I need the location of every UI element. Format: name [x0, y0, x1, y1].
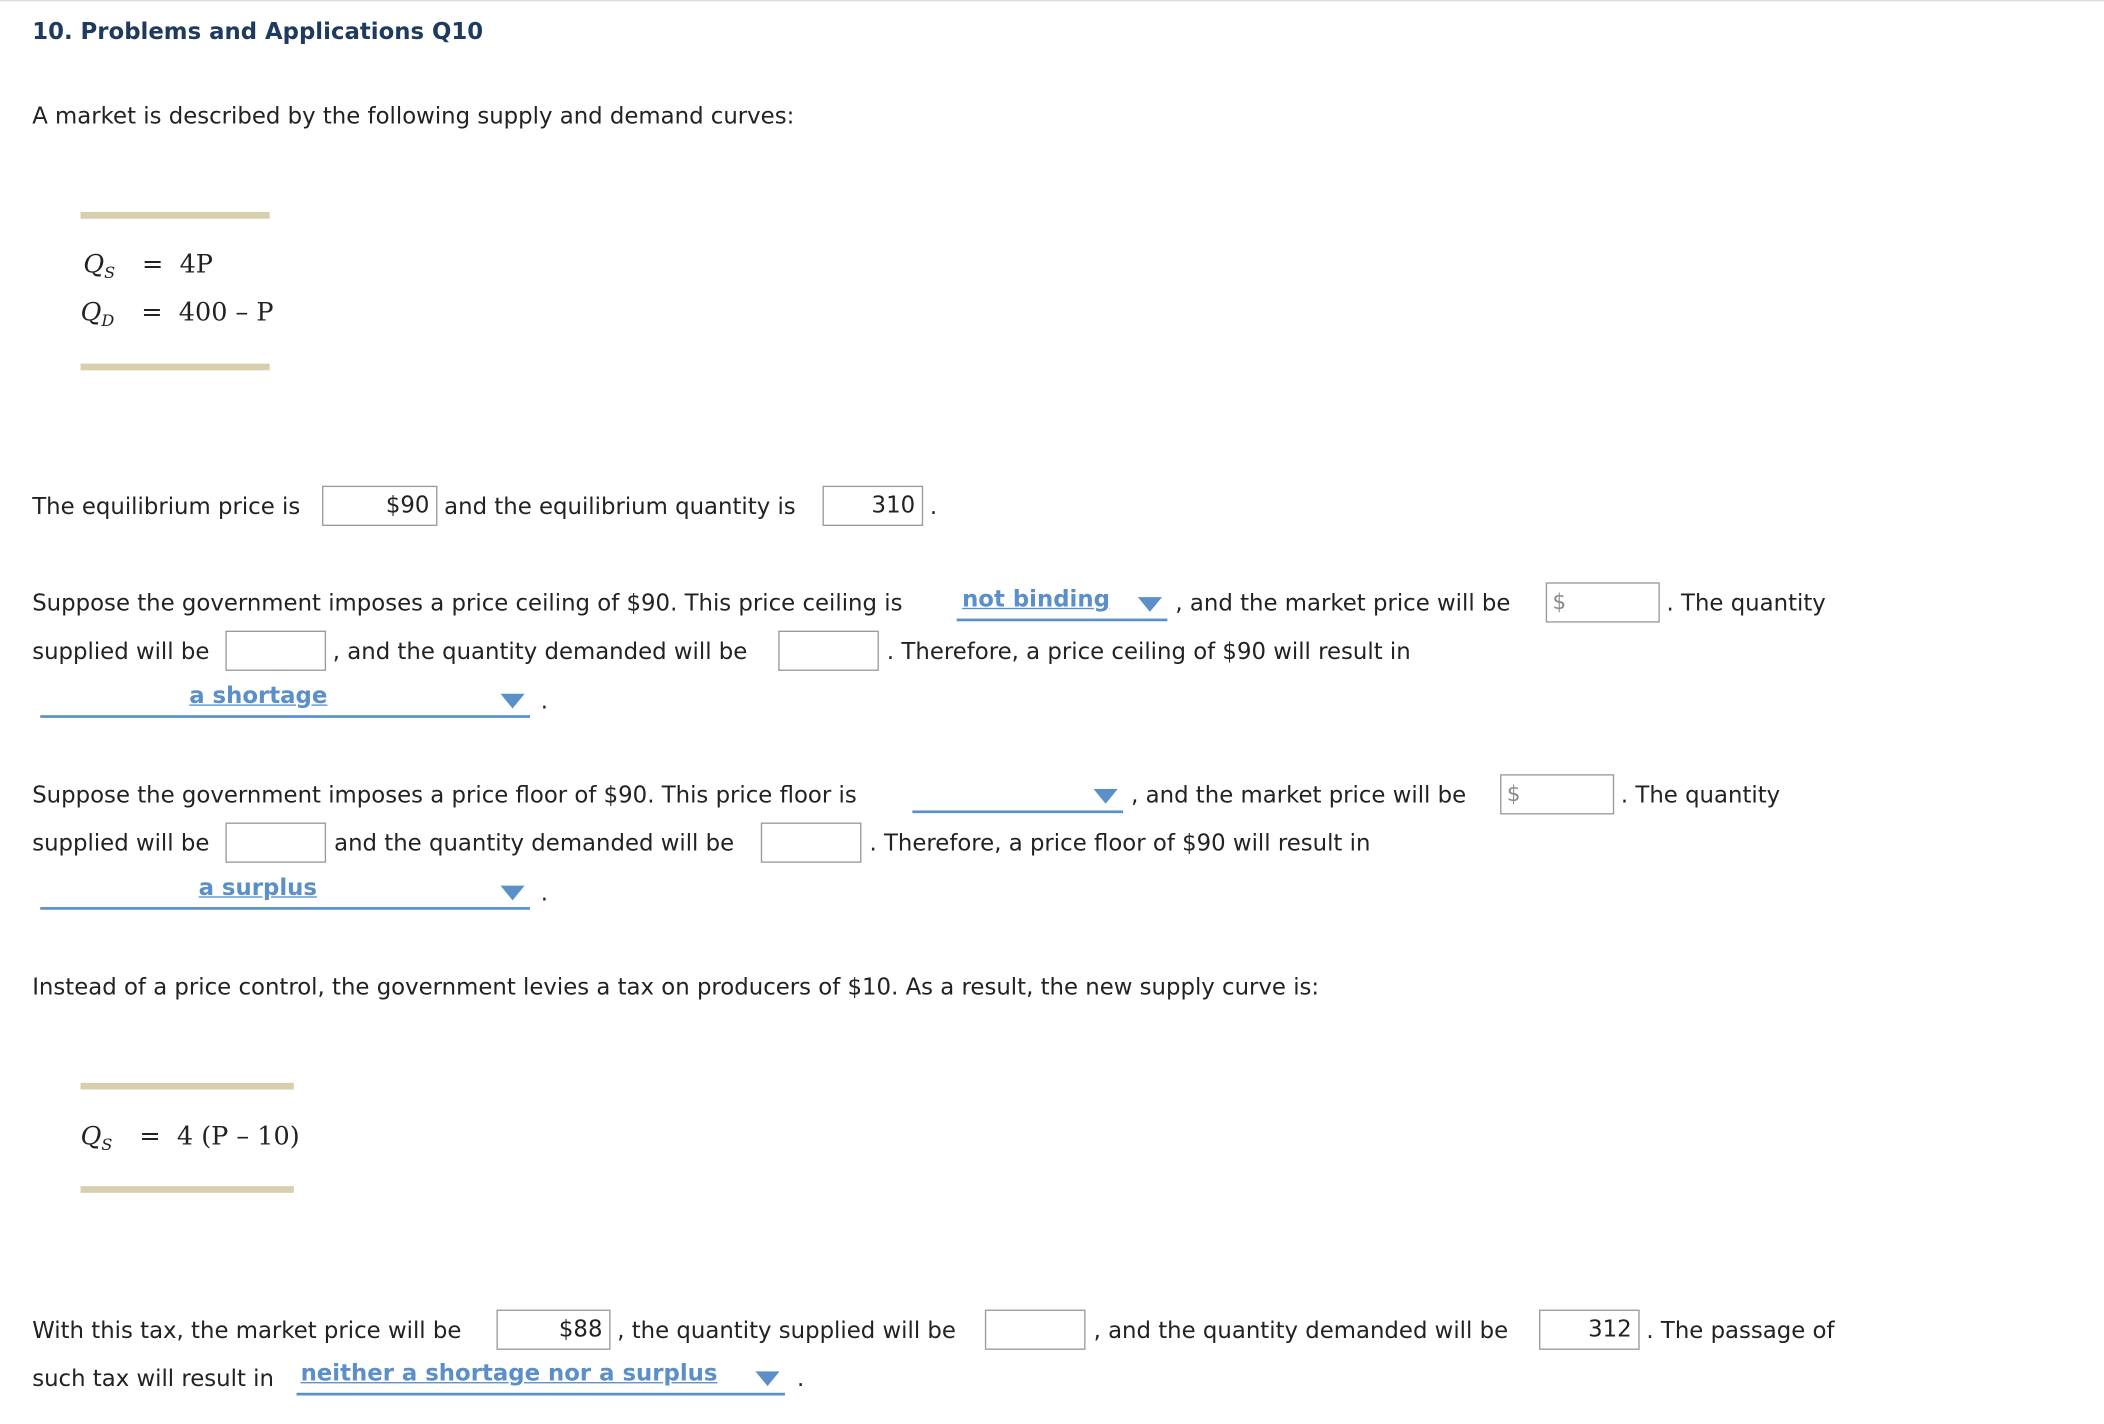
floor-period: . [540, 880, 548, 908]
tax-result-period: . [797, 1365, 805, 1393]
ceiling-result-value: a shortage [189, 682, 328, 710]
ceiling-binding-dropdown[interactable] [957, 586, 1168, 621]
tax-price-input[interactable]: $88 [496, 1310, 610, 1350]
equilibrium-price-input[interactable]: $90 [322, 486, 437, 526]
tax-result-value: neither a shortage nor a surplus [300, 1360, 718, 1388]
supply-equation: $Q_S = 4P$ [83, 249, 213, 282]
tax-result-text-1: With this tax, the market price will be [32, 1317, 462, 1345]
ceiling-result-dropdown[interactable] [40, 682, 530, 718]
triangle-down-icon [500, 694, 524, 709]
triangle-down-icon [1094, 789, 1118, 804]
floor-result-dropdown[interactable] [40, 874, 530, 910]
ceiling-text-4: supplied will be [32, 638, 210, 666]
tax-result-text-2: , the quantity supplied will be [617, 1317, 956, 1345]
tax-result-dropdown[interactable] [297, 1360, 785, 1395]
floor-result-value: a surplus [198, 874, 317, 902]
floor-qd-input[interactable] [761, 823, 862, 863]
floor-qs-input[interactable] [225, 823, 326, 863]
floor-text-1: Suppose the government imposes a price floor of $90. This price floor is [32, 782, 857, 810]
intro-text: A market is described by the following supply and demand curves: [32, 103, 795, 131]
floor-text-6: . Therefore, a price floor of $90 will result in [869, 830, 1371, 858]
equilibrium-text-1: The equilibrium price is [32, 493, 301, 521]
floor-text-5: and the quantity demanded will be [334, 830, 735, 858]
ceiling-text-3: . The quantity [1666, 590, 1826, 618]
triangle-down-icon [755, 1371, 779, 1386]
ceiling-text-6: . Therefore, a price ceiling of $90 will result in [886, 638, 1411, 666]
ceiling-text-1: Suppose the government imposes a price ceiling of $90. This price ceiling is [32, 590, 903, 618]
dollar-sign: $ [1506, 780, 1521, 807]
tax-result-text-5: such tax will result in [32, 1365, 274, 1393]
equation-rule-bottom [81, 364, 270, 371]
ceiling-qs-input[interactable] [225, 631, 326, 671]
ceiling-period: . [540, 688, 548, 716]
dollar-sign: $ [1552, 589, 1567, 615]
ceiling-price-input[interactable] [1546, 582, 1660, 622]
tax-result-text-4: . The passage of [1646, 1317, 1835, 1345]
tax-result-text-3: , and the quantity demanded will be [1093, 1317, 1509, 1345]
equilibrium-quantity-input[interactable]: 310 [823, 486, 924, 526]
floor-price-input[interactable] [1500, 774, 1614, 814]
ceiling-binding-value: not binding [962, 586, 1110, 614]
tax-qd-input[interactable]: 312 [1539, 1310, 1640, 1350]
tax-intro-text: Instead of a price control, the government levies a tax on producers of $10. As a result, the new supply curve is: [32, 974, 1320, 1001]
equilibrium-period: . [929, 493, 938, 521]
question-title: 10. Problems and Applications Q10 [32, 18, 484, 46]
equilibrium-text-2: and the equilibrium quantity is [444, 493, 796, 521]
floor-binding-dropdown[interactable] [912, 781, 1123, 813]
ceiling-text-5: , and the quantity demanded will be [332, 638, 748, 666]
tax-supply-equation: $Q_S = 4$ (P – 10) [80, 1121, 300, 1154]
tax-equation-rule-top [81, 1083, 294, 1090]
ceiling-text-2: , and the market price will be [1175, 590, 1511, 618]
floor-text-4: supplied will be [32, 830, 210, 858]
top-divider [0, 0, 2104, 1]
demand-equation: $Q_D = 400 - P$ [80, 297, 274, 331]
triangle-down-icon [500, 886, 524, 901]
floor-text-2: , and the market price will be [1131, 782, 1467, 810]
tax-qs-input[interactable] [985, 1310, 1086, 1350]
equation-rule-top [81, 212, 270, 219]
triangle-down-icon [1138, 597, 1162, 612]
floor-text-3: . The quantity [1620, 782, 1781, 810]
tax-equation-rule-bottom [81, 1186, 294, 1193]
ceiling-qd-input[interactable] [778, 631, 879, 671]
